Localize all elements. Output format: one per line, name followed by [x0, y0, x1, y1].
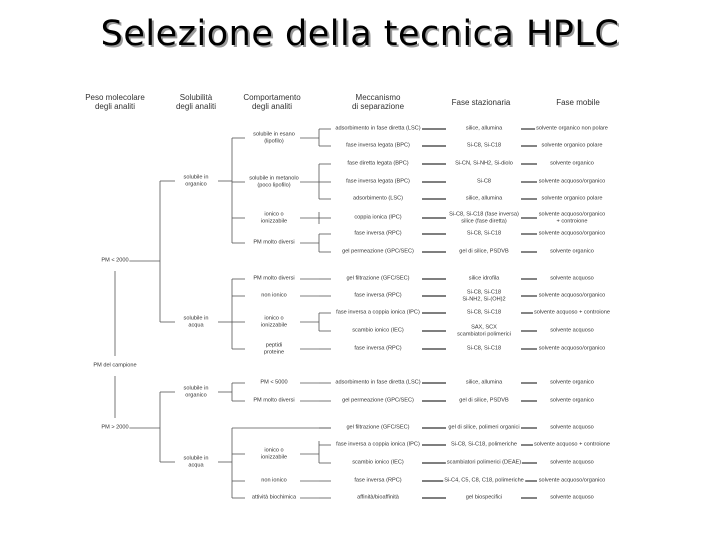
node-pm-molto-diversi: PM molto diversi	[253, 275, 295, 282]
node-ionico-ionizzabile: ionico o ionizzabile	[260, 315, 288, 328]
row-mechanism: adsorbimento in fase diretta (LSC)	[335, 125, 421, 132]
row-stationary-phase: Si-C4, C5, C8, C18, polimeriche	[444, 477, 524, 484]
row-mechanism: fase inversa (RPC)	[354, 230, 402, 237]
row-mechanism: fase inversa a coppia ionica (IPC)	[336, 309, 420, 316]
row-stationary-phase: SAX, SCX scambiatori polimerici	[457, 324, 511, 337]
row-mobile-phase: solvente organico non polare	[536, 125, 608, 132]
row-mechanism: fase inversa (RPC)	[354, 477, 402, 484]
row-stationary-phase: Si-CN, Si-NH2, Si-diolo	[455, 160, 513, 167]
row-stationary-phase: scambiatori polimerici (DEAE)	[446, 459, 522, 466]
row-mechanism: scambio ionico (IEC)	[352, 327, 404, 334]
node-solubile-organico: solubile in organico	[183, 174, 209, 187]
node-non-ionico: non ionico	[261, 477, 287, 484]
node-pm-gt-2000: PM > 2000	[101, 424, 129, 431]
node-pm-lt-2000: PM < 2000	[101, 257, 129, 264]
row-stationary-phase: Si-C8, Si-C18	[466, 309, 502, 316]
row-stationary-phase: gel biospecifici	[465, 494, 503, 501]
row-stationary-phase: silice, allumina	[465, 195, 503, 202]
header-mecc: Meccanismo di separazione	[351, 93, 405, 111]
header-pm: Peso molecolare degli analiti	[85, 93, 145, 111]
page-title: Selezione della tecnica HPLC	[100, 14, 620, 54]
row-stationary-phase: Si-C8, Si-C18 Si-NH2, Si-(OH)2	[462, 289, 506, 302]
row-mechanism: affinità/bioaffinità	[357, 494, 399, 501]
row-mechanism: gel filtrazione (GFC/SEC)	[346, 275, 410, 282]
header-fm: Fase mobile	[556, 98, 600, 107]
node-peptidi-proteine: peptidi proteine	[263, 342, 285, 355]
row-mobile-phase: solvente acquoso	[550, 275, 594, 282]
node-solubile-esano: solubile in esano (lipofilo)	[253, 131, 295, 144]
row-stationary-phase: Si-C8, Si-C18	[466, 345, 502, 352]
row-stationary-phase: Si-C8, Si-C18, polimeriche	[451, 441, 517, 448]
row-mobile-phase: solvente acquoso/organico	[538, 292, 606, 299]
node-pm-lt-5000: PM < 5000	[260, 379, 288, 386]
row-mobile-phase: solvente acquoso	[550, 327, 594, 334]
node-pm-molto-diversi: PM molto diversi	[253, 239, 295, 246]
row-stationary-phase: gel di silice, polimeri organici	[448, 424, 520, 431]
row-stationary-phase: Si-C8	[477, 178, 491, 185]
row-stationary-phase: gel di silice, PSDVB	[459, 397, 509, 404]
row-mechanism: coppia ionica (IPC)	[354, 214, 402, 221]
row-mobile-phase: solvente acquoso + controione	[533, 441, 611, 448]
row-mobile-phase: solvente acquoso/organico	[538, 345, 606, 352]
row-mobile-phase: solvente acquoso/organico	[538, 178, 606, 185]
row-mechanism: fase inversa legata (BPC)	[346, 142, 410, 149]
node-ionico-ionizzabile: ionico o ionizzabile	[260, 447, 288, 460]
row-mobile-phase: solvente acquoso	[550, 424, 594, 431]
row-mobile-phase: solvente organico	[550, 379, 594, 386]
header-fs: Fase stazionaria	[451, 98, 511, 107]
row-stationary-phase: silice idrofila	[468, 275, 500, 282]
row-mobile-phase: solvente organico	[550, 397, 594, 404]
node-solubile-acqua: solubile in acqua	[183, 315, 209, 328]
row-mechanism: gel permeazione (GPC/SEC)	[342, 248, 414, 255]
row-stationary-phase: gel di silice, PSDVB	[459, 248, 509, 255]
row-mechanism: scambio ionico (IEC)	[352, 459, 404, 466]
node-attivita-biochimica: attività biochimica	[251, 494, 297, 501]
row-mechanism: fase inversa legata (BPC)	[346, 178, 410, 185]
row-stationary-phase: silice, allumina	[465, 379, 503, 386]
row-stationary-phase: Si-C8, Si-C18	[466, 142, 502, 149]
node-solubile-organico: solubile in organico	[183, 385, 209, 398]
row-mobile-phase: solvente acquoso	[550, 459, 594, 466]
row-mobile-phase: solvente organico polare	[541, 142, 603, 149]
header-comp: Comportamento degli analiti	[243, 93, 301, 111]
row-mobile-phase: solvente organico polare	[541, 195, 603, 202]
node-pm-molto-diversi: PM molto diversi	[253, 397, 295, 404]
row-stationary-phase: Si-C8, Si-C18 (fase inversa) silice (fase diretta)	[449, 211, 519, 224]
row-mechanism: fase inversa (RPC)	[354, 292, 402, 299]
row-stationary-phase: silice, allumina	[465, 125, 503, 132]
row-mobile-phase: solvente acquoso/organico	[538, 477, 606, 484]
row-mobile-phase: solvente acquoso + controione	[533, 309, 611, 316]
row-mobile-phase: solvente acquoso	[550, 494, 594, 501]
header-sol: Solubilità degli analiti	[175, 93, 217, 111]
row-stationary-phase: Si-C8, Si-C18	[466, 230, 502, 237]
node-ionico-ionizzabile: ionico o ionizzabile	[260, 211, 288, 224]
row-mobile-phase: solvente acquoso/organico + controione	[538, 211, 606, 224]
row-mechanism: adsorbimento in fase diretta (LSC)	[335, 379, 421, 386]
row-mechanism: gel permeazione (GPC/SEC)	[342, 397, 414, 404]
row-mechanism: fase inversa (RPC)	[354, 345, 402, 352]
row-mechanism: adsorbimento (LSC)	[352, 195, 404, 202]
node-solubile-metanolo: solubile in metanolo (poco lipofilo)	[249, 175, 299, 188]
row-mechanism: fase diretta legata (BPC)	[347, 160, 409, 167]
node-pm-campione: PM del campione	[93, 362, 137, 369]
row-mobile-phase: solvente organico	[550, 248, 594, 255]
row-mechanism: gel filtrazione (GFC/SEC)	[346, 424, 410, 431]
node-solubile-acqua: solubile in acqua	[183, 455, 209, 468]
row-mechanism: fase inversa a coppia ionica (IPC)	[336, 441, 420, 448]
row-mobile-phase: solvente organico	[550, 160, 594, 167]
row-mobile-phase: solvente acquoso/organico	[538, 230, 606, 237]
node-non-ionico: non ionico	[261, 292, 287, 299]
